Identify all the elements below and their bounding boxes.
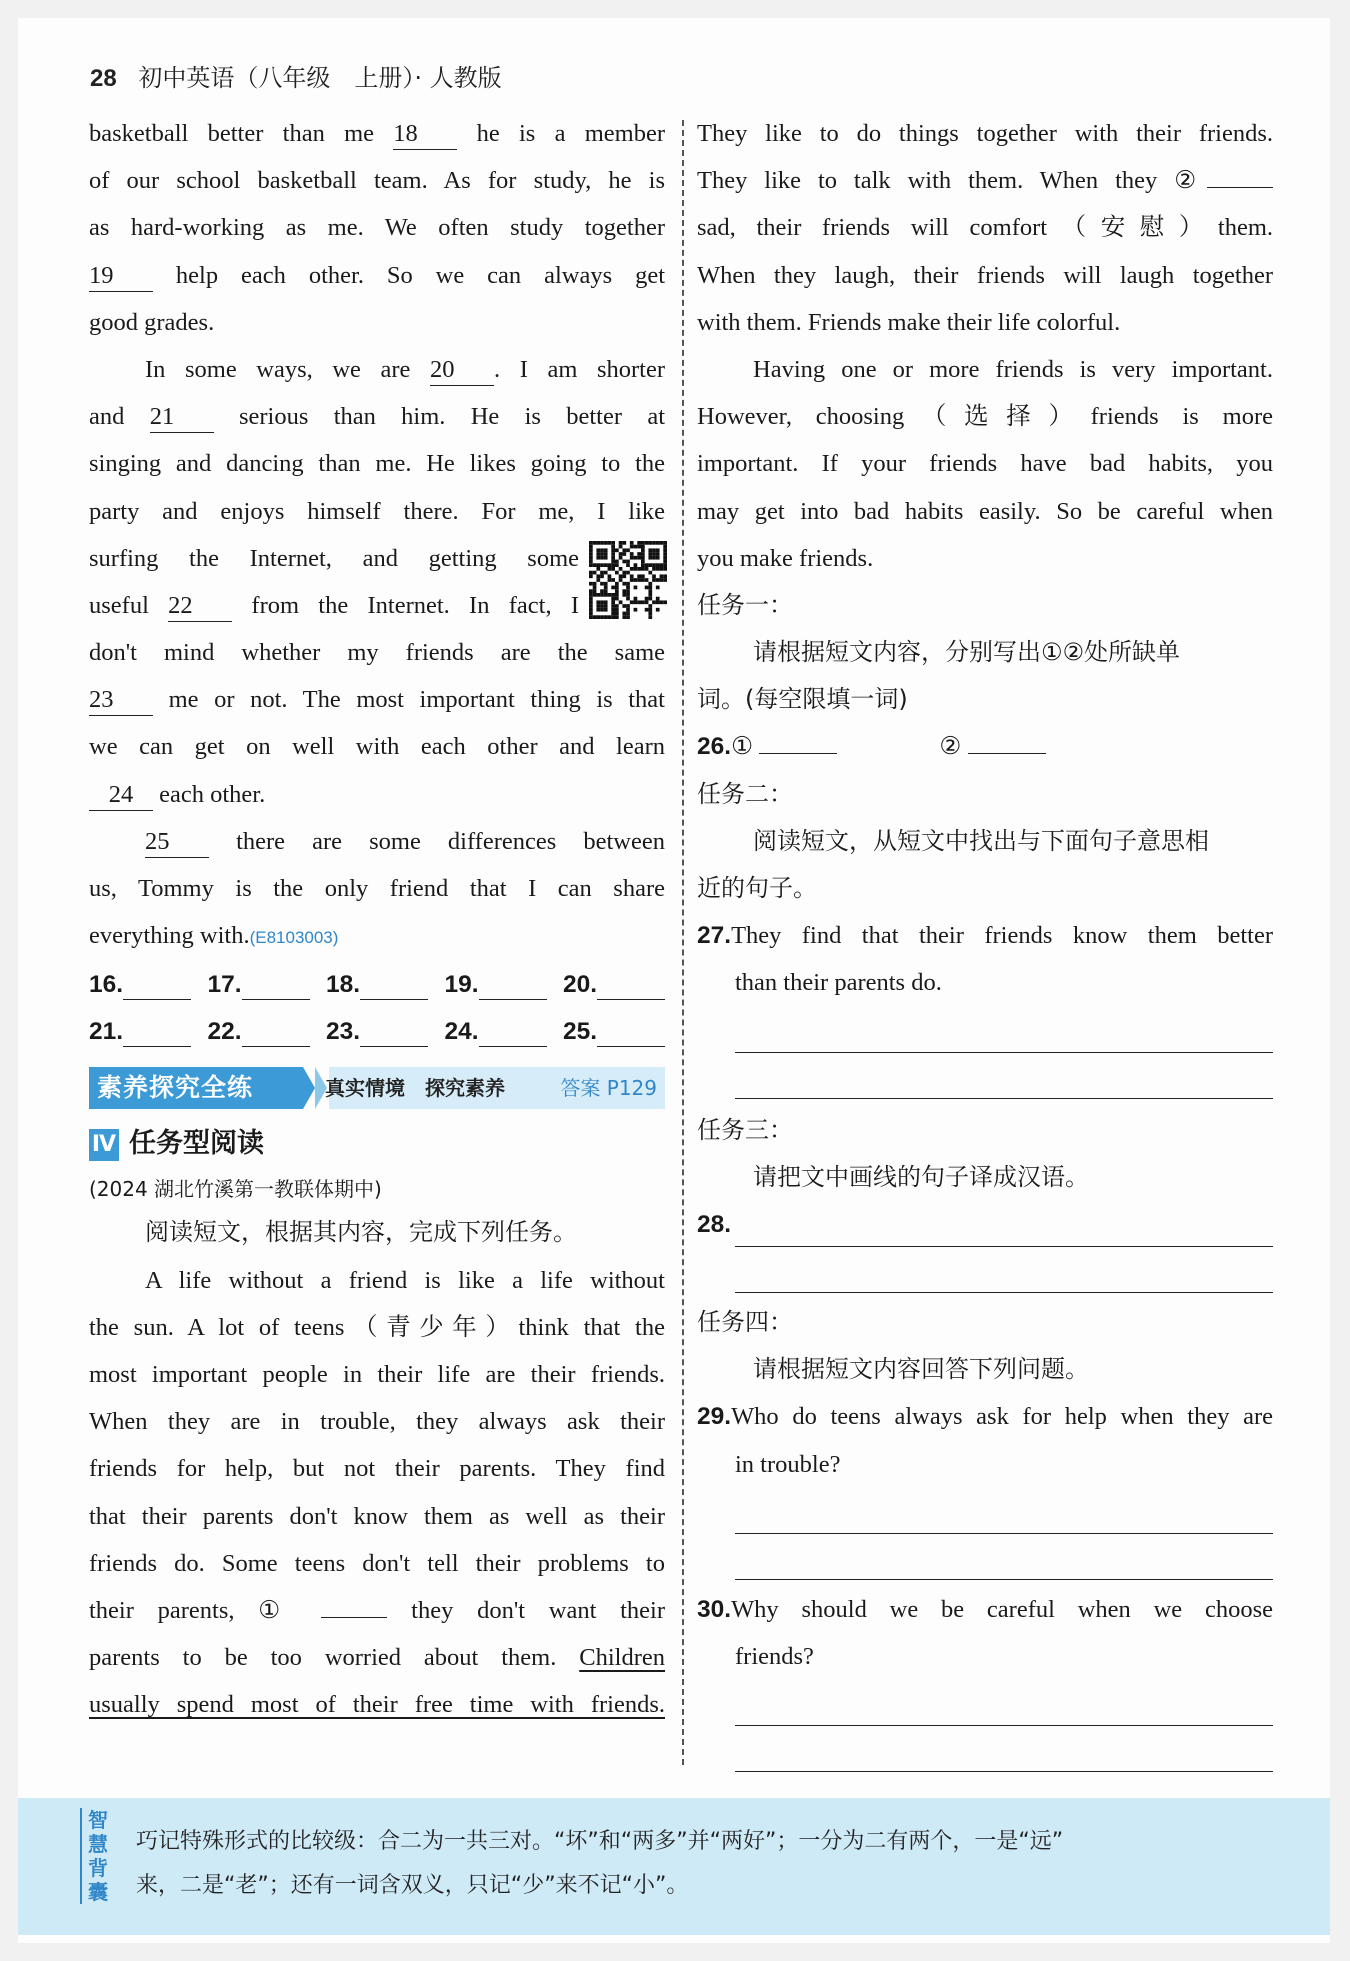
question-30-cont: friends? [735, 1642, 814, 1670]
task3-instruction: 请把文中画线的句子译成汉语。 [753, 1162, 1089, 1191]
answer-line[interactable] [735, 1053, 1273, 1099]
task1-instruction-cont: 词。(每空限填一词) [697, 685, 908, 714]
reading-passage-continued [697, 110, 1273, 582]
question-26: 26.① ② [697, 723, 1273, 770]
task4-label: 任务四： [697, 1307, 793, 1336]
answer-blank[interactable] [968, 753, 1046, 754]
passage-line: basketball better than me 18 he is a member [89, 110, 665, 157]
column-divider [682, 120, 684, 1765]
cloze-answer-rows [89, 961, 665, 1055]
passage-line: us, Tommy is the only friend that I can share [89, 875, 665, 902]
answer-blank[interactable] [360, 1020, 428, 1047]
passage-line: as hard-working as me. We often study together [89, 214, 665, 242]
passage-line: However, choosing（选择）friends is more [697, 403, 1273, 431]
answer-line[interactable] [735, 1726, 1273, 1772]
passage-line: most important people in their life are their friends. [89, 1360, 665, 1388]
reading-passage [89, 1257, 665, 1729]
task4-instruction: 请根据短文内容回答下列问题。 [753, 1355, 1089, 1384]
answer-blank[interactable] [759, 753, 837, 754]
banner-tag: 素养探究全练 [89, 1067, 303, 1109]
task1-instruction: 请根据短文内容，分别写出①②处所缺单 [753, 638, 1181, 667]
question-30: 30.Why should we be careful when we choose [697, 1595, 1273, 1623]
task2-instruction: 阅读短文，从短文中找出与下面句子意思相 [753, 826, 1209, 855]
task1-label: 任务一： [697, 590, 793, 619]
answer-blank[interactable]: 19 [89, 261, 153, 292]
answer-blank[interactable] [321, 1617, 387, 1618]
page-number: 28 [90, 65, 117, 92]
passage-line: 25 there are some differences between [89, 818, 665, 865]
passage-line: don't mind whether my friends are the same [89, 639, 665, 667]
passage-line: 24 each other. [89, 771, 665, 818]
left-column [89, 110, 665, 1728]
passage-line: important. If your friends have bad habits, you [697, 450, 1273, 478]
source-note: (2024 湖北竹溪第一教联体期中) [89, 1177, 382, 1202]
answer-blank[interactable]: 23 [89, 685, 153, 716]
tip-label: 智慧背囊 [80, 1808, 112, 1904]
reading-instruction: 阅读短文，根据其内容，完成下列任务。 [145, 1218, 577, 1247]
passage-line: sad, their friends will comfort（安慰）them. [697, 214, 1273, 242]
passage-line: the sun. A lot of teens（青少年）think that the [89, 1313, 665, 1341]
tip-text [136, 1820, 1296, 1908]
section-banner [89, 1067, 665, 1111]
answer-blank[interactable]: 20 [430, 355, 494, 386]
task3-label: 任务三： [697, 1115, 793, 1144]
passage-line: their parents, ① they don't want their [89, 1596, 665, 1624]
task2-label: 任务二： [697, 779, 793, 808]
tip-line: 巧记特殊形式的比较级：合二为一共三对。“坏”和“两多”并“两好”；一分为二有两个，一是“远” [136, 1829, 1064, 1854]
banner-arrow [303, 1067, 315, 1109]
section-name: 任务型阅读 [129, 1128, 264, 1160]
question-29-cont: in trouble? [735, 1450, 841, 1478]
answer-blank[interactable]: 22 [168, 591, 232, 622]
passage-line: They like to talk with them. When they ② [697, 157, 1273, 204]
right-column [697, 110, 1273, 1772]
passage-line: parents to be too worried about them. Children [89, 1644, 665, 1672]
passage-line: of our school basketball team. As for study, he is [89, 167, 665, 195]
passage-line: 23 me or not. The most important thing is that [89, 676, 665, 723]
underlined-sentence: Children [579, 1644, 665, 1672]
answer-row: 21. 22. 23. 24. 25. [89, 1008, 665, 1055]
answer-blank[interactable] [123, 1020, 191, 1047]
cloze-passage [89, 110, 665, 959]
answer-blank[interactable] [597, 1020, 665, 1047]
passage-line [89, 1681, 665, 1728]
passage-line: useful 22 from the Internet. In fact, I [89, 582, 665, 629]
answer-line[interactable] [735, 1534, 1273, 1580]
passage-line: that their parents don't know them as well as their [89, 1502, 665, 1530]
passage-line: Having one or more friends is very important. [753, 355, 1273, 383]
question-27: 27.They find that their friends know them better [697, 922, 1273, 950]
answer-blank[interactable]: 18 [393, 119, 457, 150]
tip-box [18, 1798, 1330, 1935]
item-code: (E8103003) [249, 928, 339, 948]
answer-blank[interactable] [1207, 187, 1273, 188]
answer-blank[interactable]: 25 [145, 827, 209, 858]
passage-line: party and enjoys himself there. For me, I like [89, 497, 665, 525]
section-title [89, 1119, 665, 1169]
answer-line[interactable] [735, 1201, 1273, 1247]
passage-line: you make friends. [697, 544, 874, 572]
answer-line[interactable] [735, 1680, 1273, 1726]
answer-blank[interactable] [597, 973, 665, 1000]
page-header [90, 58, 502, 93]
answer-blank[interactable] [479, 973, 547, 1000]
passage-line: friends for help, but not their parents. They find [89, 1455, 665, 1483]
passage-line: singing and dancing than me. He likes going to the [89, 450, 665, 478]
passage-line: and 21 serious than him. He is better at [89, 393, 665, 440]
passage-line: may get into bad habits easily. So be careful when [697, 497, 1273, 525]
task2-instruction-cont: 近的句子。 [697, 874, 817, 902]
question-29: 29.Who do teens always ask for help when they are [697, 1403, 1273, 1431]
passage-line: A life without a friend is like a life without [145, 1266, 665, 1294]
tip-line: 来，二是“老”；还有一词含双义，只记“少”来不记“小”。 [136, 1873, 689, 1898]
passage-line: When they laugh, their friends will laugh together [697, 261, 1273, 289]
question-28: 28. [697, 1201, 1273, 1293]
answer-line[interactable] [735, 1247, 1273, 1293]
answer-blank[interactable] [242, 1020, 310, 1047]
section-number: Ⅳ [89, 1129, 119, 1161]
answer-blank[interactable] [123, 973, 191, 1000]
answer-row: 16. 17. 18. 19. 20. [89, 961, 665, 1008]
answer-blank[interactable]: 21 [150, 402, 214, 433]
banner-answer-ref: 答案 P129 [560, 1076, 657, 1101]
book-title: 初中英语（八年级 上册）· 人教版 [138, 64, 502, 92]
question-27-cont: than their parents do. [735, 969, 942, 997]
passage-line: When they are in trouble, they always ask their [89, 1408, 665, 1436]
passage-line: surfing the Internet, and getting some [89, 535, 665, 582]
answer-blank[interactable] [242, 973, 310, 1000]
passage-line: 19 help each other. So we can always get [89, 252, 665, 299]
answer-blank[interactable]: 24 [89, 780, 153, 811]
passage-line: with them. Friends make their life colorful. [697, 308, 1121, 336]
banner-subtitle: 真实情境 探究素养 [325, 1076, 505, 1101]
answer-line[interactable] [735, 1007, 1273, 1053]
answer-blank[interactable] [479, 1020, 547, 1047]
passage-line: good grades. [89, 308, 215, 336]
answer-blank[interactable] [360, 973, 428, 1000]
answer-line[interactable] [735, 1488, 1273, 1534]
passage-line: everything with.(E8103003) [89, 922, 339, 950]
passage-line: They like to do things together with their friends. [697, 120, 1273, 147]
underlined-sentence: usually spend most of their free time with friends. [89, 1691, 665, 1719]
passage-line: we can get on well with each other and learn [89, 733, 665, 761]
passage-line: In some ways, we are 20 . I am shorter [89, 346, 665, 393]
passage-line: friends do. Some teens don't tell their problems to [89, 1549, 665, 1577]
